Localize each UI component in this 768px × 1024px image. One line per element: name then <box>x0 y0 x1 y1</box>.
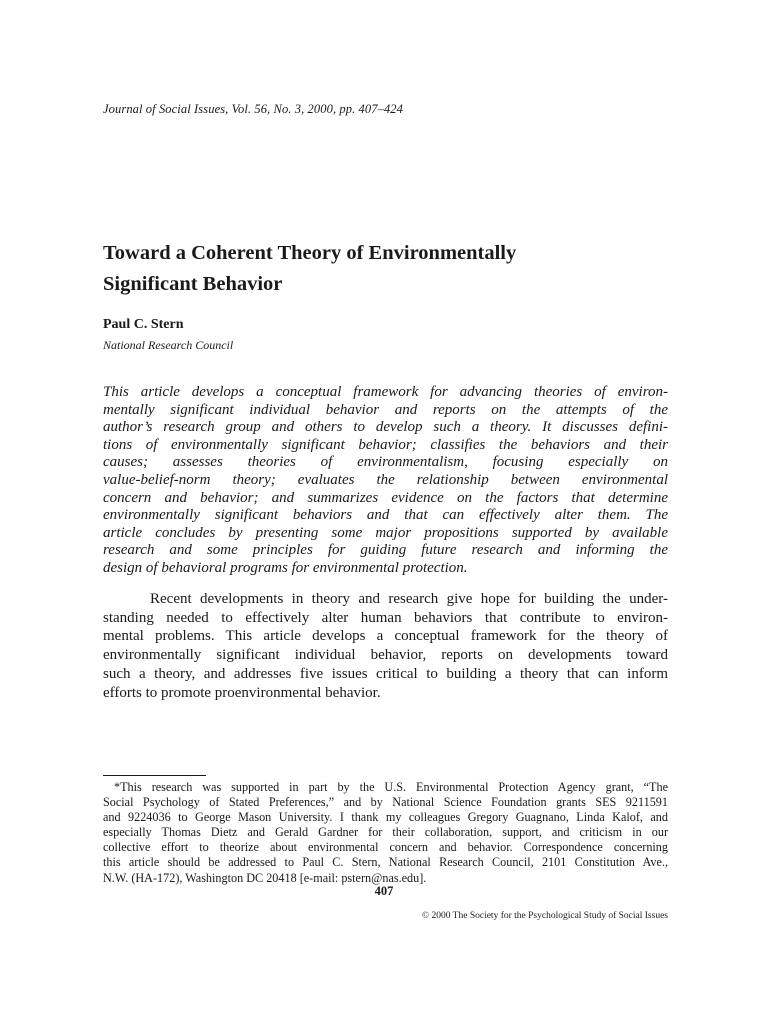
body-line: environmentally significant individual behavior, reports on developments toward <box>103 647 668 664</box>
body-line: Recent developments in theory and research give hope for building the under- <box>150 591 668 607</box>
copyright-notice: © 2000 The Society for the Psychological Study of Social Issues <box>421 911 668 921</box>
abstract-line: design of behavioral programs for environmental protection. <box>103 559 468 576</box>
footnote-line: especially Thomas Dietz and Gerald Gardner for their collaboration, support, and criticism in our <box>103 825 668 840</box>
footnote-line: collective effort to theorize about environmental concern and behavior. Correspondence concerning <box>103 840 668 855</box>
abstract-line: author’s research group and others to develop such a theory. It discusses defini- <box>103 419 668 436</box>
body-line: standing needed to effectively alter human behaviors that contribute to environ- <box>103 609 668 626</box>
abstract-line: research and some principles for guiding future research and informing the <box>103 542 668 559</box>
footnote-line: Social Psychology of Stated Preferences,” and by National Science Foundation grants SES 9211591 <box>103 795 668 810</box>
abstract-line: tions of environmentally significant behavior; classifies the behaviors and their <box>103 436 668 453</box>
body-line: efforts to promote proenvironmental behavior. <box>103 684 381 701</box>
footnote-line: and 9224036 to George Mason University. I thank my colleagues Gregory Guagnano, Linda Kalof, and <box>103 810 668 825</box>
footnote-line: *This research was supported in part by the U.S. Environmental Protection Agency grant, “The <box>114 780 668 794</box>
article-title <box>103 238 683 300</box>
abstract-line: article concludes by presenting some major propositions supported by available <box>103 524 668 541</box>
intro-paragraph <box>103 590 668 702</box>
author-affiliation: National Research Council <box>103 338 234 352</box>
abstract-line: This article develops a conceptual framework for advancing theories of environ- <box>103 384 668 400</box>
author-name: Paul C. Stern <box>103 317 184 332</box>
article-title-line-2: Significant Behavior <box>103 273 283 295</box>
running-head: Journal of Social Issues, Vol. 56, No. 3, 2000, pp. 407–424 <box>103 102 403 116</box>
page-number: 407 <box>374 884 394 898</box>
body-line: such a theory, and addresses five issues critical to building a theory that can inform <box>103 665 668 682</box>
abstract-line: mentally significant individual behavior and reports on the attempts of the <box>103 401 668 418</box>
footnote-line: this article should be addressed to Paul C. Stern, National Research Council, 2101 Constitution Ave., <box>103 855 668 870</box>
footnote-line: N.W. (HA-172), Washington DC 20418 [e-mail: pstern@nas.edu]. <box>103 870 427 885</box>
article-title-line-1: Toward a Coherent Theory of Environmentally <box>103 242 517 264</box>
abstract-line: causes; assesses theories of environmentalism, focusing especially on <box>103 454 668 471</box>
abstract-line: value-belief-norm theory; evaluates the relationship between environmental <box>103 471 668 488</box>
footnote <box>103 780 668 886</box>
abstract-line: concern and behavior; and summarizes evidence on the factors that determine <box>103 489 668 506</box>
abstract <box>103 384 668 578</box>
footnote-divider <box>103 775 206 776</box>
body-line: mental problems. This article develops a conceptual framework for the theory of <box>103 628 668 645</box>
abstract-line: environmentally significant behaviors and that can effectively alter them. The <box>103 507 668 524</box>
